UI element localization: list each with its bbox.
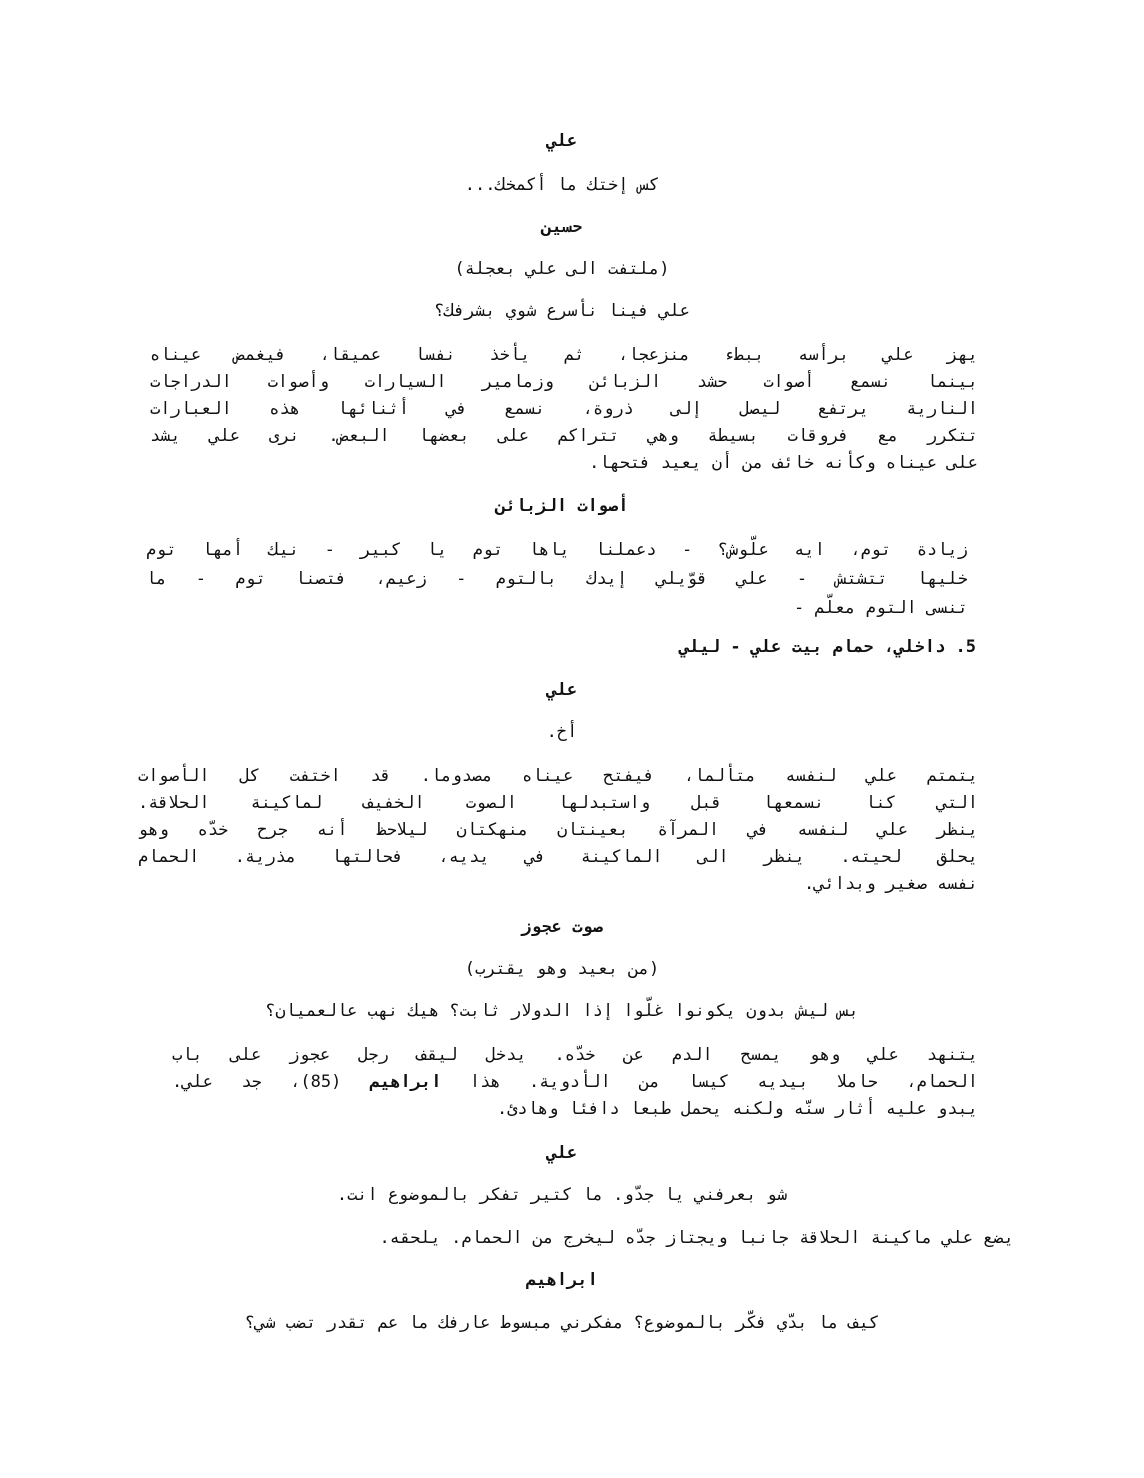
character-name-inline: ابراهيم [369, 1072, 442, 1092]
character-name-hussein: حسين [541, 217, 583, 237]
action-line: يبدو عليه أثار سنّه ولكنه يحمل طبعا دافئا وهادئ. [496, 1099, 978, 1119]
character-name-old-voice: صوت عجوز [521, 917, 603, 937]
dialogue-line: بس ليش بدون يكونوا غلّوا إذا الدولار ثابت؟ هيك نهب عالعميان؟ [265, 1001, 859, 1021]
parenthetical: (من بعيد وهو يقترب) [464, 959, 660, 979]
action-paragraph [150, 342, 978, 477]
action-line: ينظر علي لنفسه في المرآة بعينتان منهكتان ليلاحظ أنه جرح خدّه وهو [138, 820, 978, 840]
dialogue-line: زيادة توم، ايه علّوش؟ - دعملنا ياها توم يا كبير - نيك أمها توم [146, 540, 968, 560]
action-line: التي كنا نسمعها قبل واستبدلها الصوت الخفيف لماكينة الحلاقة. [138, 793, 978, 813]
dialogue-line: كيف ما بدّي فكّر بالموضوع؟ مفكرني مبسوط عارفك ما عم تقدر تضب شي؟ [244, 1313, 880, 1333]
action-paragraph [172, 1042, 978, 1123]
action-paragraph [138, 763, 978, 898]
action-line: يضع علي ماكينة الحلاقة جانبا ويجتاز جدّه ليخرج من الحمام. يلحقه. [379, 1228, 1014, 1248]
dialogue-line: خليها تتشتش - علي قوّيلي إيدك بالتوم - زعيم، فتصنا توم - ما [146, 569, 968, 589]
dialogue-block [146, 536, 968, 623]
action-line: نفسه صغير وبدائي. [804, 874, 978, 894]
dialogue-line: أخ. [546, 722, 578, 742]
dialogue-line: علي فينا نأسرع شوي بشرفك؟ [434, 301, 690, 321]
action-line: يتنهد علي وهو يمسح الدم عن خدّه. يدخل ليقف رجل عجوز على باب [172, 1045, 978, 1065]
scene-heading: 5. داخلي، حمام بيت علي - ليلي [679, 637, 976, 657]
action-line: يحلق لحيته. ينظر الى الماكينة في يديه، فحالتها مذرية. الحمام [138, 847, 978, 867]
character-name-ali: علي [546, 1143, 578, 1163]
character-name-ali: علي [546, 131, 578, 151]
dialogue-line: تنسى التوم معلّم - [794, 598, 968, 618]
character-name-ibrahim: ابراهيم [526, 1270, 598, 1290]
action-line: يهز علي برأسه ببطء منزعجا، ثم يأخذ نفسا عميقا، فيغمض عيناه [150, 345, 978, 365]
dialogue-line: شو بعرفني يا جدّو. ما كتير تفكر بالموضوع انت. [336, 1185, 788, 1205]
action-line: بينما نسمع أصوات حشد الزبائن وزمامير السيارات وأصوات الدراجات [150, 372, 978, 392]
action-line: النارية يرتفع ليصل إلى ذروة، نسمع في أثنائها هذه العبارات [150, 399, 978, 419]
character-name-ali: علي [546, 680, 578, 700]
action-line: تتكرر مع فروقات بسيطة وهي تتراكم على بعضها البعض. نرى علي يشد [150, 426, 978, 446]
dialogue-line: كس إختك ما أكمخك... [464, 175, 660, 195]
action-line: يتمتم علي لنفسه متألما، فيفتح عيناه مصدوما. قد اختفت كل الأصوات [138, 766, 978, 786]
action-line: الحمام، حاملا بيديه كيسا من الأدوية. هذا ابراهيم (85)، جد علي. [172, 1072, 978, 1092]
character-name-customer-voices: أصوات الزبائن [495, 496, 629, 516]
action-line: على عيناه وكأنه خائف من أن يعيد فتحها. [589, 453, 978, 473]
parenthetical: (ملتفت الى علي بعجلة) [454, 259, 670, 279]
